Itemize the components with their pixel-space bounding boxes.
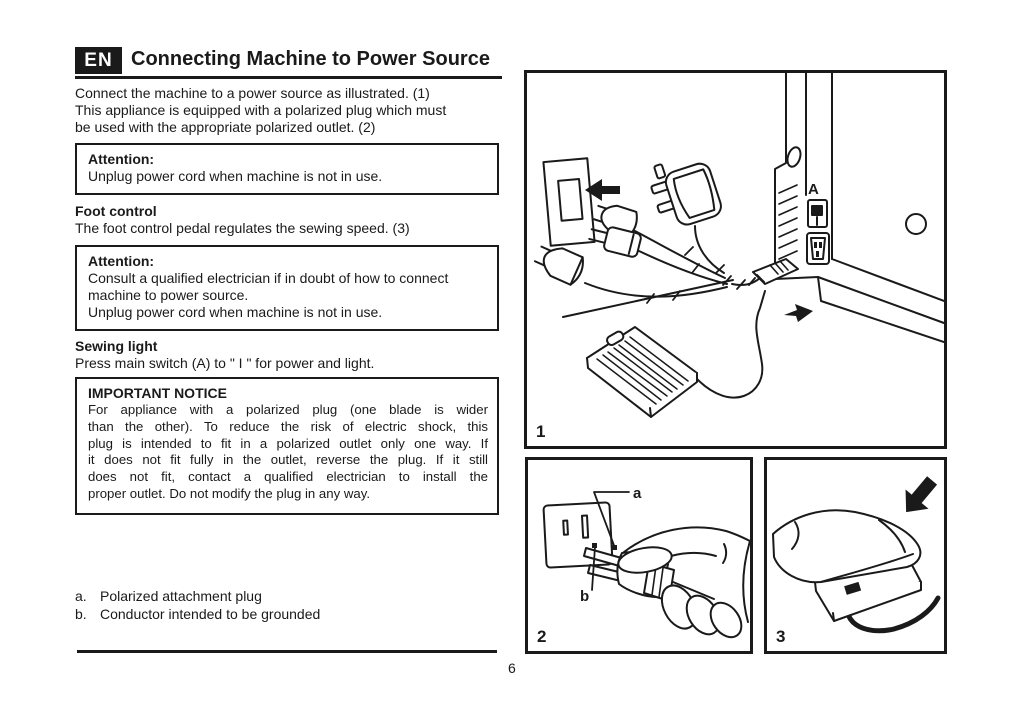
foot-pedal [587,327,697,417]
figure-label: 1 [536,422,546,441]
main-switch [808,200,827,227]
switch-callout-a: A [808,181,819,198]
legend-key: b. [75,605,87,622]
fingers [655,580,748,643]
wall-outlet [543,158,594,246]
power-inlet-socket [807,233,829,264]
figure-2-box [525,457,753,654]
figure-1-box [524,70,947,449]
attention-body: Consult a qualified electrician if in doubt of how to connect machine to power source. Unplug power cord when machine is not in use. [88,270,449,320]
page-number: 6 [508,660,516,676]
footer-rule [77,650,497,653]
outlet-slot-short [563,521,568,535]
section-heading: Foot control [75,203,157,219]
figure-label: 2 [537,627,547,646]
callout-a: a [633,485,642,502]
figure-2-illustration [528,460,750,651]
attention-heading: Attention: [88,151,155,167]
legend-text: Conductor intended to be grounded [100,605,321,622]
three-pin-adapter-plug [645,150,723,232]
attention-heading: Attention: [88,253,155,269]
arrow-down-right-icon [895,471,944,522]
attention-box-2 [75,245,499,331]
legend-key: a. [75,588,87,604]
machine-base [775,259,944,342]
screw [906,214,926,234]
section-body: The foot control pedal regulates the sewing speed. (3) [75,220,410,236]
intro-paragraph: Connect the machine to a power source as illustrated. (1) This appliance is equipped with a polarized plug which must be used with the appropriate polarized outlet. (2) [75,85,447,135]
attention-body: Unplug power cord when machine is not in use. [88,168,383,184]
section-body: Press main switch (A) to " I " for power and light. [75,355,375,371]
outlet-slot-long [582,516,588,538]
legend [75,588,320,623]
legend-item-b [75,606,320,624]
notice-body: For appliance with a polarized plug (one blade is wider than the other). To reduce the risk of electric shock, this plug is intended to fit in a polarized outlet only one way. If it does not fit fully in the outlet, reverse the plug. If it still does not fit, contact a qualified electrician to install the proper outlet. Do not modify the plug in any way. [88,402,488,501]
callout-b: b [580,588,590,605]
notice-heading: IMPORTANT NOTICE [88,385,227,401]
figure-3-illustration [767,460,944,651]
important-notice-box [75,377,499,515]
figure-1-illustration [527,73,944,446]
figure-label: 3 [776,627,786,646]
title-underline [75,76,502,79]
sewing-light-section [75,338,507,372]
arrow-right-icon [784,304,813,322]
round-plug-lower [532,240,587,286]
section-heading: Sewing light [75,338,158,354]
language-badge: EN [75,47,122,74]
legend-item-a [75,588,320,606]
figure-3-box [764,457,947,654]
legend-text: Polarized attachment plug [100,588,262,604]
attention-box-1 [75,143,499,195]
pedal-cord [697,291,765,398]
page-title: Connecting Machine to Power Source [131,48,490,70]
sewing-machine-side-view [775,73,944,342]
foot-control-section [75,203,507,237]
vent-grille [779,185,797,259]
